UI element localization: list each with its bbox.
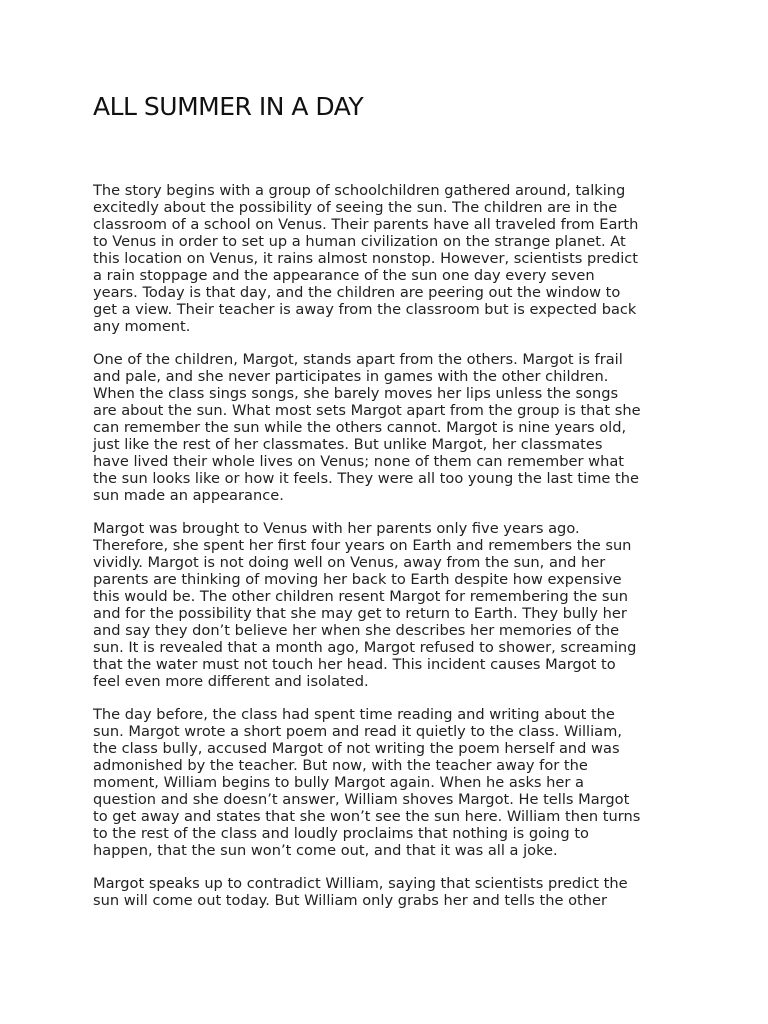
text-line: admonished by the teacher. But now, with the teacher away for the <box>93 757 588 774</box>
text-line: have lived their whole lives on Venus; none of them can remember what <box>93 453 624 470</box>
paragraph-2 <box>93 351 693 504</box>
paragraph-5 <box>93 875 693 909</box>
text-line: question and she doesn’t answer, William shoves Margot. He tells Margot <box>93 791 630 808</box>
text-line: that the water must not touch her head. This incident causes Margot to <box>93 656 616 673</box>
text-line: sun. It is revealed that a month ago, Margot refused to shower, screaming <box>93 639 637 656</box>
text-line: and say they don’t believe her when she describes her memories of the <box>93 622 620 639</box>
text-line: Therefore, she spent her first four years on Earth and remembers the sun <box>93 537 632 554</box>
text-line: The story begins with a group of schoolchildren gathered around, talking <box>93 182 626 199</box>
text-line: Margot speaks up to contradict William, saying that scientists predict the <box>93 875 628 892</box>
text-line: Margot was brought to Venus with her parents only five years ago. <box>93 520 580 537</box>
text-line: parents are thinking of moving her back to Earth despite how expensive <box>93 571 622 588</box>
document-body <box>93 182 693 925</box>
text-line: and for the possibility that she may get to return to Earth. They bully her <box>93 605 627 622</box>
text-line: just like the rest of her classmates. But unlike Margot, her classmates <box>93 436 603 453</box>
text-line: a rain stoppage and the appearance of the sun one day every seven <box>93 267 595 284</box>
text-line: this location on Venus, it rains almost nonstop. However, scientists predict <box>93 250 639 267</box>
text-line: happen, that the sun won’t come out, and that it was all a joke. <box>93 842 558 859</box>
text-line: are about the sun. What most sets Margot apart from the group is that she <box>93 402 641 419</box>
text-line: this would be. The other children resent Margot for remembering the sun <box>93 588 628 605</box>
text-line: can remember the sun while the others cannot. Margot is nine years old, <box>93 419 627 436</box>
text-line: When the class sings songs, she barely moves her lips unless the songs <box>93 385 619 402</box>
paragraph-1 <box>93 182 693 335</box>
text-line: to get away and states that she won’t see the sun here. William then turns <box>93 808 641 825</box>
text-line: vividly. Margot is not doing well on Venus, away from the sun, and her <box>93 554 606 571</box>
text-line: the sun looks like or how it feels. They were all too young the last time the <box>93 470 639 487</box>
text-line: any moment. <box>93 318 191 335</box>
text-line: get a view. Their teacher is away from the classroom but is expected back <box>93 301 637 318</box>
text-line: moment, William begins to bully Margot again. When he asks her a <box>93 774 584 791</box>
text-line: The day before, the class had spent time reading and writing about the <box>93 706 615 723</box>
text-line: sun will come out today. But William only grabs her and tells the other <box>93 892 607 909</box>
text-line: feel even more different and isolated. <box>93 673 369 690</box>
text-line: excitedly about the possibility of seeing the sun. The children are in the <box>93 199 618 216</box>
text-line: the class bully, accused Margot of not writing the poem herself and was <box>93 740 620 757</box>
text-line: to Venus in order to set up a human civilization on the strange planet. At <box>93 233 626 250</box>
text-line: to the rest of the class and loudly proclaims that nothing is going to <box>93 825 589 842</box>
paragraph-3 <box>93 520 693 690</box>
text-line: sun. Margot wrote a short poem and read it quietly to the class. William, <box>93 723 622 740</box>
document-title: ALL SUMMER IN A DAY <box>93 92 364 121</box>
text-line: One of the children, Margot, stands apart from the others. Margot is frail <box>93 351 623 368</box>
text-line: classroom of a school on Venus. Their parents have all traveled from Earth <box>93 216 639 233</box>
text-line: years. Today is that day, and the children are peering out the window to <box>93 284 621 301</box>
text-line: sun made an appearance. <box>93 487 284 504</box>
text-line: and pale, and she never participates in games with the other children. <box>93 368 609 385</box>
paragraph-4 <box>93 706 693 859</box>
